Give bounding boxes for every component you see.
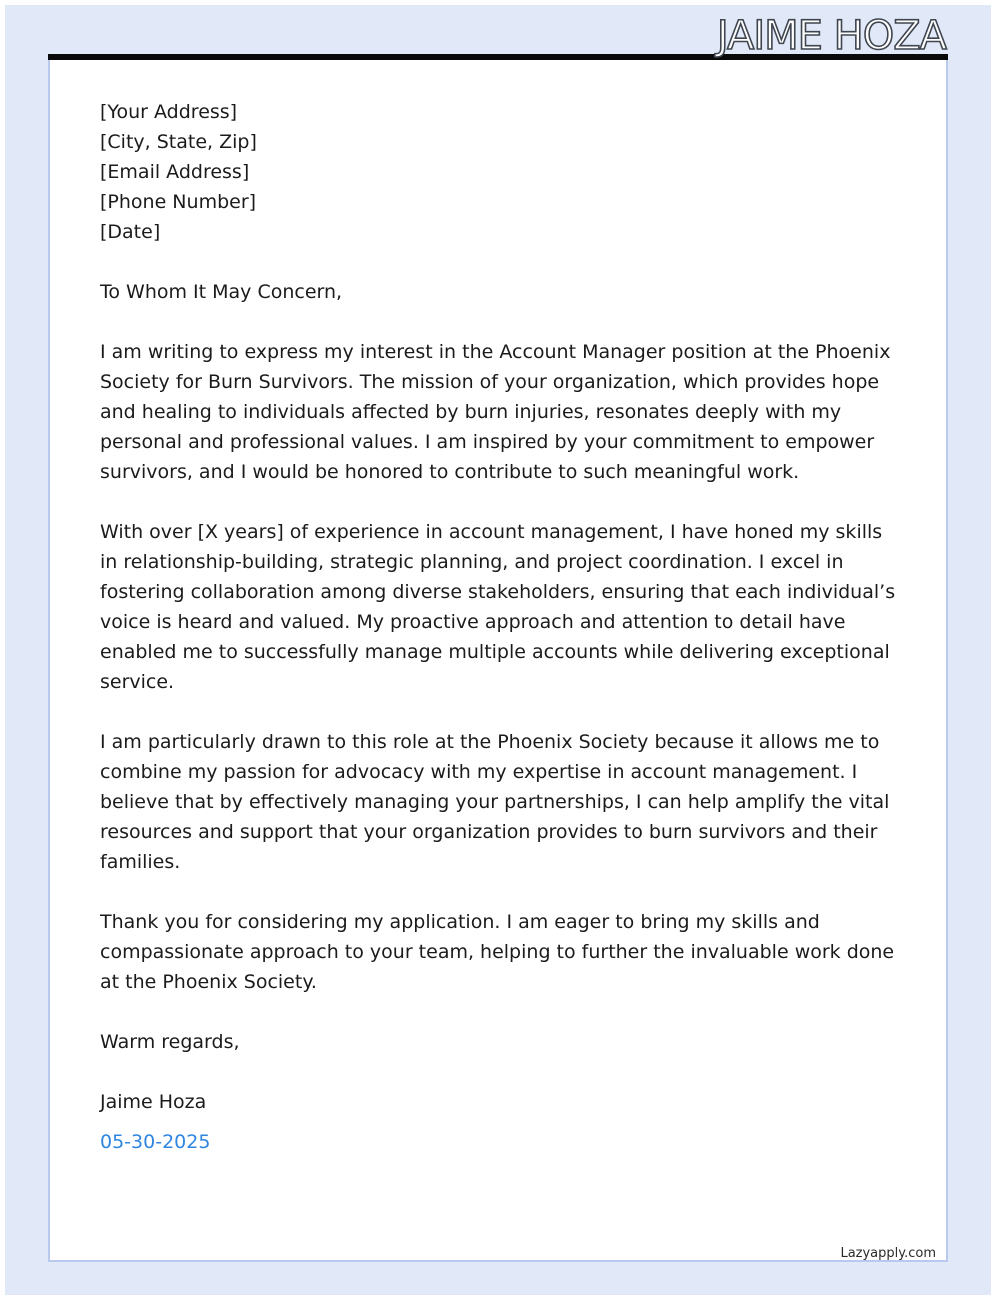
letter-date: 05-30-2025 [100, 1131, 211, 1153]
closing: Warm regards, [100, 1031, 240, 1053]
date-line: [Date] [100, 221, 161, 243]
address-line: [Your Address] [100, 101, 238, 123]
salutation: To Whom It May Concern, [100, 281, 343, 303]
letter-body [100, 97, 900, 1157]
paragraph-1: I am writing to express my interest in the Account Manager position at the Phoenix Society for Burn Survivors. The mission of your organization, which provides hope and healing to individuals affected by burn injuries, resonates deeply with my personal and professional values. I am inspired by your commitment to empower survivors, and I would be honored to contribute to such meaningful work. [100, 341, 891, 483]
paragraph-3: I am particularly drawn to this role at the Phoenix Society because it allows me to combine my passion for advocacy with my expertise in account management. I believe that by effectively managing your partnerships, I can help amplify the vital resources and support that your organization provides to burn survivors and their families. [100, 731, 890, 873]
paragraph-4: Thank you for considering my application. I am eager to bring my skills and compassionate approach to your team, helping to further the invaluable work done at the Phoenix Society. [100, 911, 895, 993]
email-line: [Email Address] [100, 161, 250, 183]
signature: Jaime Hoza [100, 1091, 207, 1113]
phone-line: [Phone Number] [100, 191, 257, 213]
paragraph-2: With over [X years] of experience in account management, I have honed my skills in relationship-building, strategic planning, and project coordination. I excel in fostering collaboration among diverse stakeholders, ensuring that each individual’s voice is heard and valued. My proactive approach and attention to detail have enabled me to successfully manage multiple accounts while delivering exceptional service. [100, 521, 896, 693]
header-name: JAIME HOZA [716, 13, 946, 59]
footer-site-link[interactable]: Lazyapply.com [840, 1246, 936, 1261]
city-line: [City, State, Zip] [100, 131, 257, 153]
